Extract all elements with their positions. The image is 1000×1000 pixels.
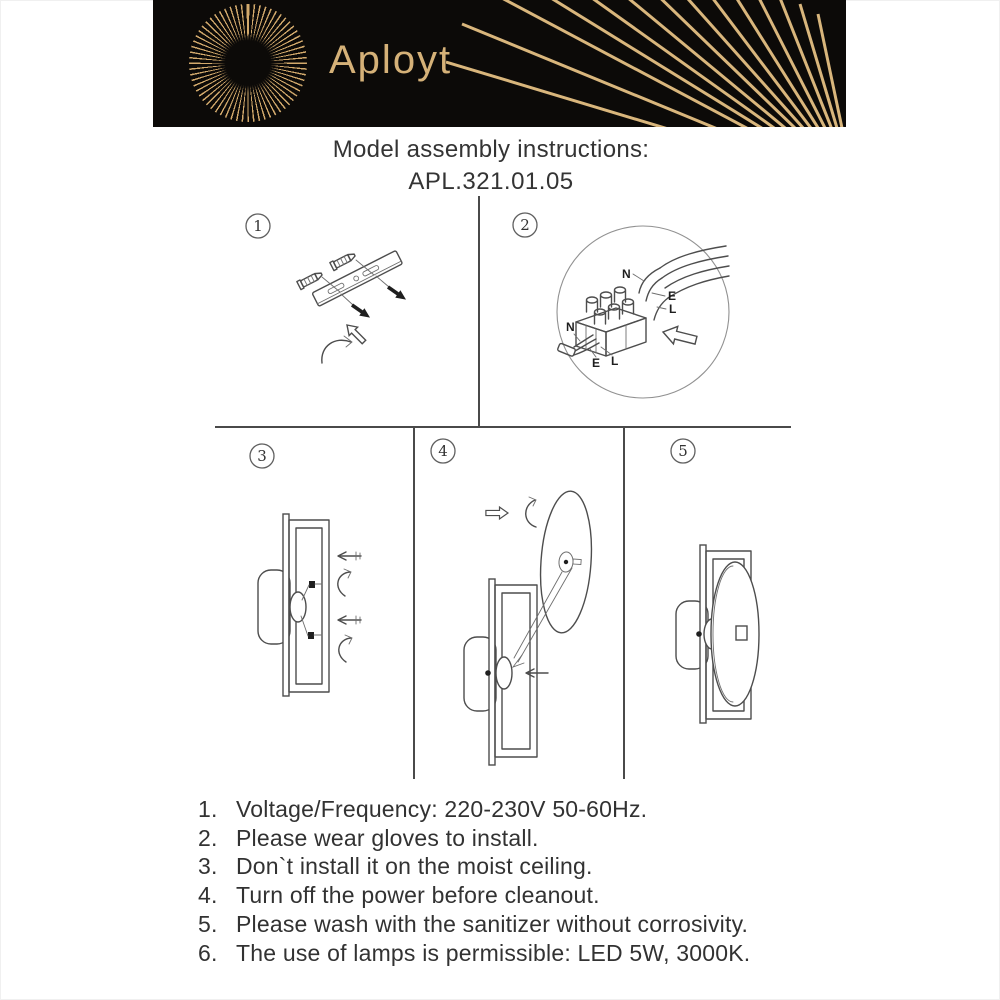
instruction-list bbox=[198, 795, 750, 967]
wall-anchor-icon bbox=[297, 270, 324, 290]
terminal-block-icon bbox=[576, 287, 646, 356]
hub-icon bbox=[496, 657, 512, 689]
wire-label-l-right: L bbox=[669, 302, 677, 316]
step-3-number: 3 bbox=[257, 447, 267, 465]
insert-arrow-icon bbox=[486, 507, 508, 519]
rotate-arrow-icon bbox=[339, 635, 352, 662]
terminal-posts-icon bbox=[587, 287, 634, 324]
wall-anchor-icon bbox=[330, 251, 357, 271]
brand-name: Aployt bbox=[329, 38, 453, 82]
assembly-diagram bbox=[0, 195, 1000, 785]
step-3-panel bbox=[250, 444, 361, 696]
instruction-item bbox=[198, 881, 750, 910]
mounting-bracket-icon bbox=[312, 250, 403, 306]
wire-label-l-bottom: L bbox=[611, 354, 619, 368]
cable-dot-icon bbox=[696, 631, 702, 637]
rotate-arrow-icon bbox=[338, 569, 351, 596]
wire-label-n-left: N bbox=[566, 320, 575, 334]
rotate-arrow-icon bbox=[526, 497, 536, 527]
screw-icon bbox=[349, 301, 372, 321]
direction-arrow-icon bbox=[661, 323, 698, 349]
instruction-item bbox=[198, 852, 750, 881]
rotate-arrow-icon bbox=[322, 336, 352, 363]
step-4-panel bbox=[431, 439, 596, 765]
step-1-number: 1 bbox=[253, 217, 263, 235]
step-5-number: 5 bbox=[678, 442, 688, 460]
item-text: Please wear gloves to install. bbox=[236, 824, 539, 851]
decorative-rays-icon bbox=[446, 0, 846, 127]
insert-arrow-icon bbox=[343, 321, 368, 346]
wire-label-n-top: N bbox=[622, 267, 631, 281]
item-number: 2. bbox=[198, 824, 218, 851]
page-title: Model assembly instructions: bbox=[332, 136, 650, 163]
item-number: 6. bbox=[198, 939, 218, 966]
instruction-item bbox=[198, 824, 750, 853]
step-5-panel bbox=[671, 439, 759, 723]
screw-icon bbox=[385, 283, 408, 303]
item-text: Turn off the power before cleanout. bbox=[236, 882, 600, 909]
lamp-frame-icon bbox=[464, 579, 537, 765]
item-number: 1. bbox=[198, 796, 218, 822]
screw-arrow-icon bbox=[338, 552, 361, 560]
instruction-item bbox=[198, 910, 750, 939]
connector-icon bbox=[301, 616, 322, 639]
disc-shade-icon bbox=[711, 562, 759, 706]
disc-shade-icon bbox=[536, 489, 596, 634]
instruction-item bbox=[198, 939, 750, 968]
wire-label-e-bottom: E bbox=[592, 356, 601, 370]
screw-arrow-icon bbox=[338, 616, 361, 624]
item-text: Please wash with the sanitizer without corrosivity. bbox=[236, 910, 749, 937]
item-number: 5. bbox=[198, 910, 218, 937]
step-2-panel bbox=[513, 213, 729, 398]
instruction-item bbox=[198, 795, 750, 824]
item-number: 4. bbox=[198, 882, 218, 909]
wire-label-e-right: E bbox=[668, 289, 677, 303]
step-4-number: 4 bbox=[438, 442, 448, 460]
item-text: The use of lamps is permissible: LED 5W, 3000K. bbox=[236, 939, 751, 966]
connector-icon bbox=[302, 581, 322, 600]
cable-dot-icon bbox=[485, 670, 491, 676]
wall-plate-icon bbox=[283, 514, 289, 696]
brand-banner bbox=[153, 0, 846, 127]
title-block bbox=[0, 136, 982, 196]
clip-icon bbox=[736, 626, 747, 640]
item-text: Voltage/Frequency: 220-230V 50-60Hz. bbox=[236, 796, 648, 822]
mains-wires-icon bbox=[639, 246, 729, 320]
wiring-detail-circle bbox=[557, 226, 729, 398]
lamp-frame-icon bbox=[258, 514, 329, 696]
sunburst-logo-icon bbox=[189, 4, 307, 122]
step-1-panel bbox=[246, 214, 409, 363]
step-2-number: 2 bbox=[520, 216, 530, 234]
item-number: 3. bbox=[198, 853, 218, 880]
item-text: Don`t install it on the moist ceiling. bbox=[236, 853, 593, 880]
model-number: APL.321.01.05 bbox=[408, 168, 574, 195]
assembled-lamp-icon bbox=[676, 545, 759, 723]
